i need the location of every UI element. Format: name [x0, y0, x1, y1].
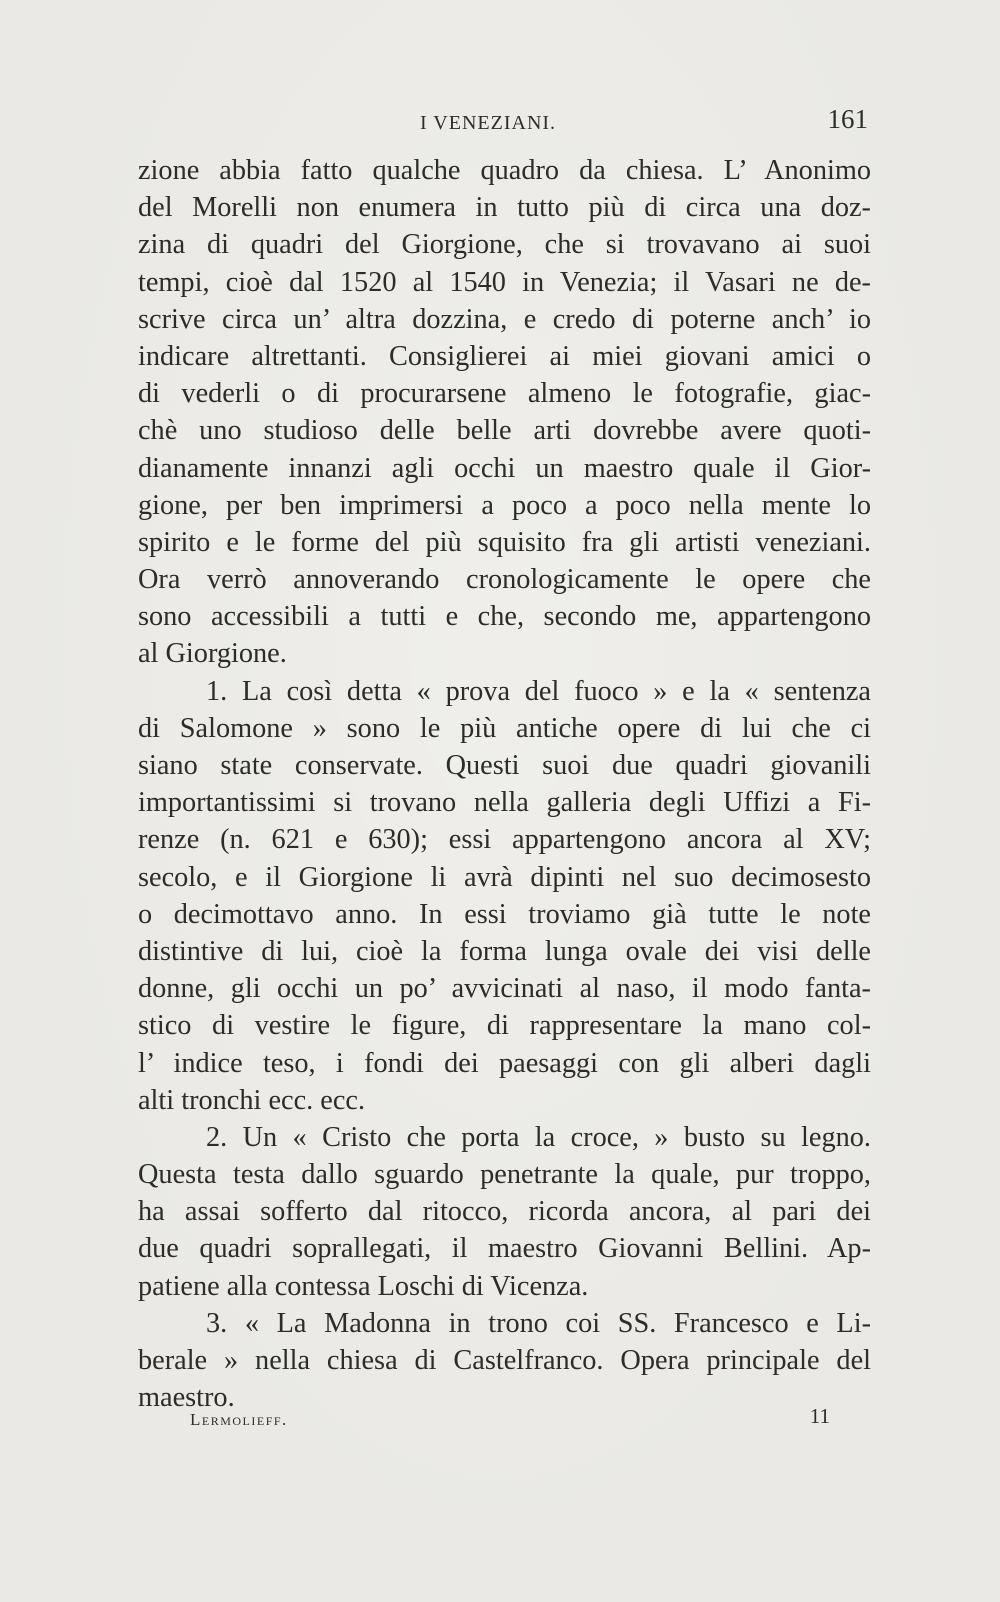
text-line: alti tronchi ecc. ecc.: [138, 1084, 366, 1116]
text-line: 1. La così detta « prova del fuoco » e la « sentenza: [206, 675, 871, 707]
running-head: [135, 104, 870, 144]
text-line: maestro.: [138, 1382, 235, 1414]
text-line: renze (n. 621 e 630); essi appartengono ancora al XV;: [138, 824, 871, 856]
text-line: zione abbia fatto qualche quadro da chiesa. L’ Anonimo: [138, 155, 871, 186]
text-line: distintive di lui, cioè la forma lunga ovale dei visi delle: [138, 935, 871, 967]
text-line: sono accessibili a tutti e che, secondo me, appartengono: [138, 601, 871, 633]
text-line: 3. « La Madonna in trono coi SS. Francesco e Li-: [206, 1307, 871, 1339]
text-line: stico di vestire le figure, di rappresentare la mano col-: [138, 1010, 871, 1042]
text-line: dianamente innanzi agli occhi un maestro quale il Gior-: [138, 452, 871, 484]
text-line: del Morelli non enumera in tutto più di circa una doz-: [138, 192, 871, 224]
text-line: Ora verrò annoverando cronologicamente le opere che: [138, 564, 871, 596]
text-line: secolo, e il Giorgione li avrà dipinti nel suo decimosesto: [138, 861, 871, 893]
page-footer: [190, 1404, 830, 1434]
text-line: o decimottavo anno. In essi troviamo già tutte le note: [138, 898, 871, 930]
signature-mark-author: Lermolieff.: [190, 1410, 288, 1429]
text-line: patiene alla contessa Loschi di Vicenza.: [138, 1270, 589, 1302]
text-line: tempi, cioè dal 1520 al 1540 in Venezia; il Vasari ne de-: [138, 266, 871, 298]
gathering-number: 11: [809, 1404, 830, 1428]
text-line: al Giorgione.: [138, 638, 287, 670]
text-line: siano state conservate. Questi suoi due quadri giovanili: [138, 750, 871, 781]
text-line: scrive circa un’ altra dozzina, e credo di poterne anch’ io: [138, 303, 871, 335]
text-line: gione, per ben imprimersi a poco a poco nella mente lo: [138, 489, 871, 521]
text-line: di vederli o di procurarsene almeno le fotografie, giac-: [138, 378, 871, 410]
text-line: Questa testa dallo sguardo penetrante la quale, pur troppo,: [138, 1159, 871, 1191]
text-line: donne, gli occhi un po’ avvicinati al naso, il modo fanta-: [138, 973, 871, 1005]
page-number: 161: [827, 104, 868, 134]
text-line: indicare altrettanti. Consiglierei ai miei giovani amici o: [138, 340, 871, 372]
text-line: 2. Un « Cristo che porta la croce, » busto su legno.: [206, 1121, 871, 1153]
text-line: importantissimi si trovano nella galleria degli Uffizi a Fi-: [138, 787, 871, 819]
text-line: zina di quadri del Giorgione, che si trovavano ai suoi: [138, 229, 871, 261]
text-line: berale » nella chiesa di Castelfranco. Opera principale del: [138, 1345, 871, 1376]
text-line: spirito e le forme del più squisito fra gli artisti veneziani.: [138, 526, 871, 558]
body-text: [138, 152, 871, 1416]
text-line: due quadri soprallegati, il maestro Giovanni Bellini. Ap-: [138, 1233, 871, 1265]
text-line: ha assai sofferto dal ritocco, ricorda ancora, al pari dei: [138, 1196, 871, 1228]
text-line: chè uno studioso delle belle arti dovrebbe avere quoti-: [138, 415, 871, 447]
running-title: I VENEZIANI.: [420, 112, 557, 134]
text-line: di Salomone » sono le più antiche opere di lui che ci: [138, 712, 871, 744]
text-line: l’ indice teso, i fondi dei paesaggi con gli alberi dagli: [138, 1047, 871, 1079]
